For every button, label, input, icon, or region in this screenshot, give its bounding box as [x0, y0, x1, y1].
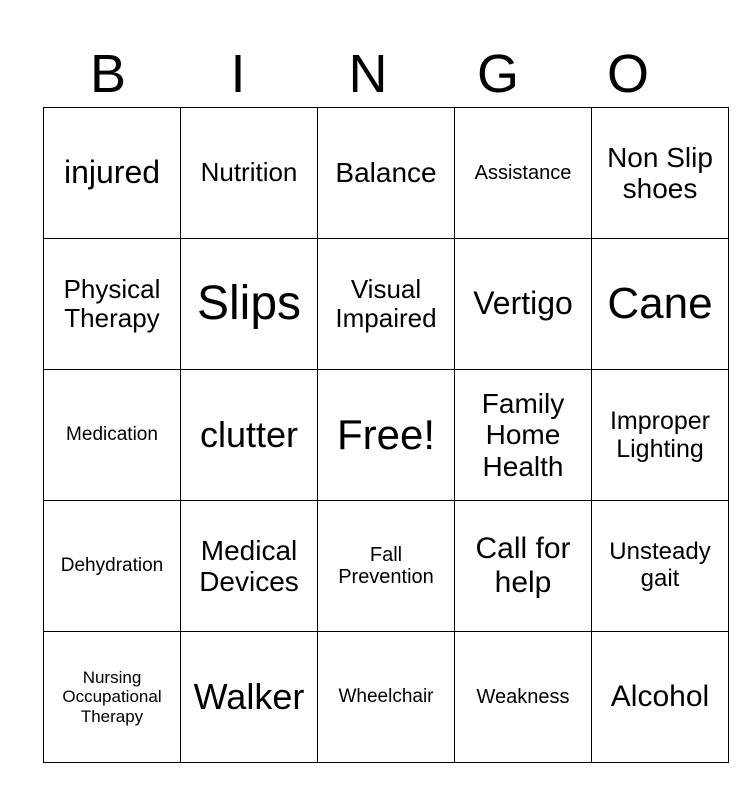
bingo-cell[interactable]: Slips	[181, 239, 318, 370]
header-letter-b: B	[89, 44, 127, 104]
bingo-board	[43, 107, 729, 763]
bingo-cell[interactable]: Assistance	[455, 108, 592, 239]
bingo-cell[interactable]: Walker	[181, 632, 318, 763]
header-letter-n: N	[348, 44, 388, 104]
bingo-cell[interactable]: clutter	[181, 370, 318, 501]
bingo-cell[interactable]: Family Home Health	[455, 370, 592, 501]
header-letter-o: O	[606, 44, 649, 104]
bingo-cell[interactable]: Medical Devices	[181, 501, 318, 632]
bingo-cell[interactable]: Call for help	[455, 501, 592, 632]
bingo-cell[interactable]: Visual Impaired	[318, 239, 455, 370]
free-space-cell[interactable]: Free!	[318, 370, 455, 501]
board-row	[44, 239, 729, 370]
bingo-cell[interactable]: Nutrition	[181, 108, 318, 239]
bingo-cell[interactable]: Physical Therapy	[44, 239, 181, 370]
bingo-cell[interactable]: injured	[44, 108, 181, 239]
bingo-header	[43, 42, 693, 106]
board-row	[44, 370, 729, 501]
bingo-cell[interactable]: Alcohol	[592, 632, 729, 763]
bingo-cell[interactable]: Dehydration	[44, 501, 181, 632]
bingo-cell[interactable]: Cane	[592, 239, 729, 370]
bingo-cell[interactable]: Improper Lighting	[592, 370, 729, 501]
header-letter-g: G	[476, 44, 519, 104]
board-row	[44, 632, 729, 763]
board-row	[44, 108, 729, 239]
bingo-cell[interactable]: Weakness	[455, 632, 592, 763]
bingo-cell[interactable]: Wheelchair	[318, 632, 455, 763]
bingo-cell[interactable]: Nursing Occupational Therapy	[44, 632, 181, 763]
bingo-cell[interactable]: Balance	[318, 108, 455, 239]
header-letter-i: I	[230, 44, 246, 104]
bingo-cell[interactable]: Unsteady gait	[592, 501, 729, 632]
bingo-cell[interactable]: Medication	[44, 370, 181, 501]
bingo-cell[interactable]: Non Slip shoes	[592, 108, 729, 239]
bingo-cell[interactable]: Vertigo	[455, 239, 592, 370]
board-row	[44, 501, 729, 632]
bingo-cell[interactable]: Fall Prevention	[318, 501, 455, 632]
